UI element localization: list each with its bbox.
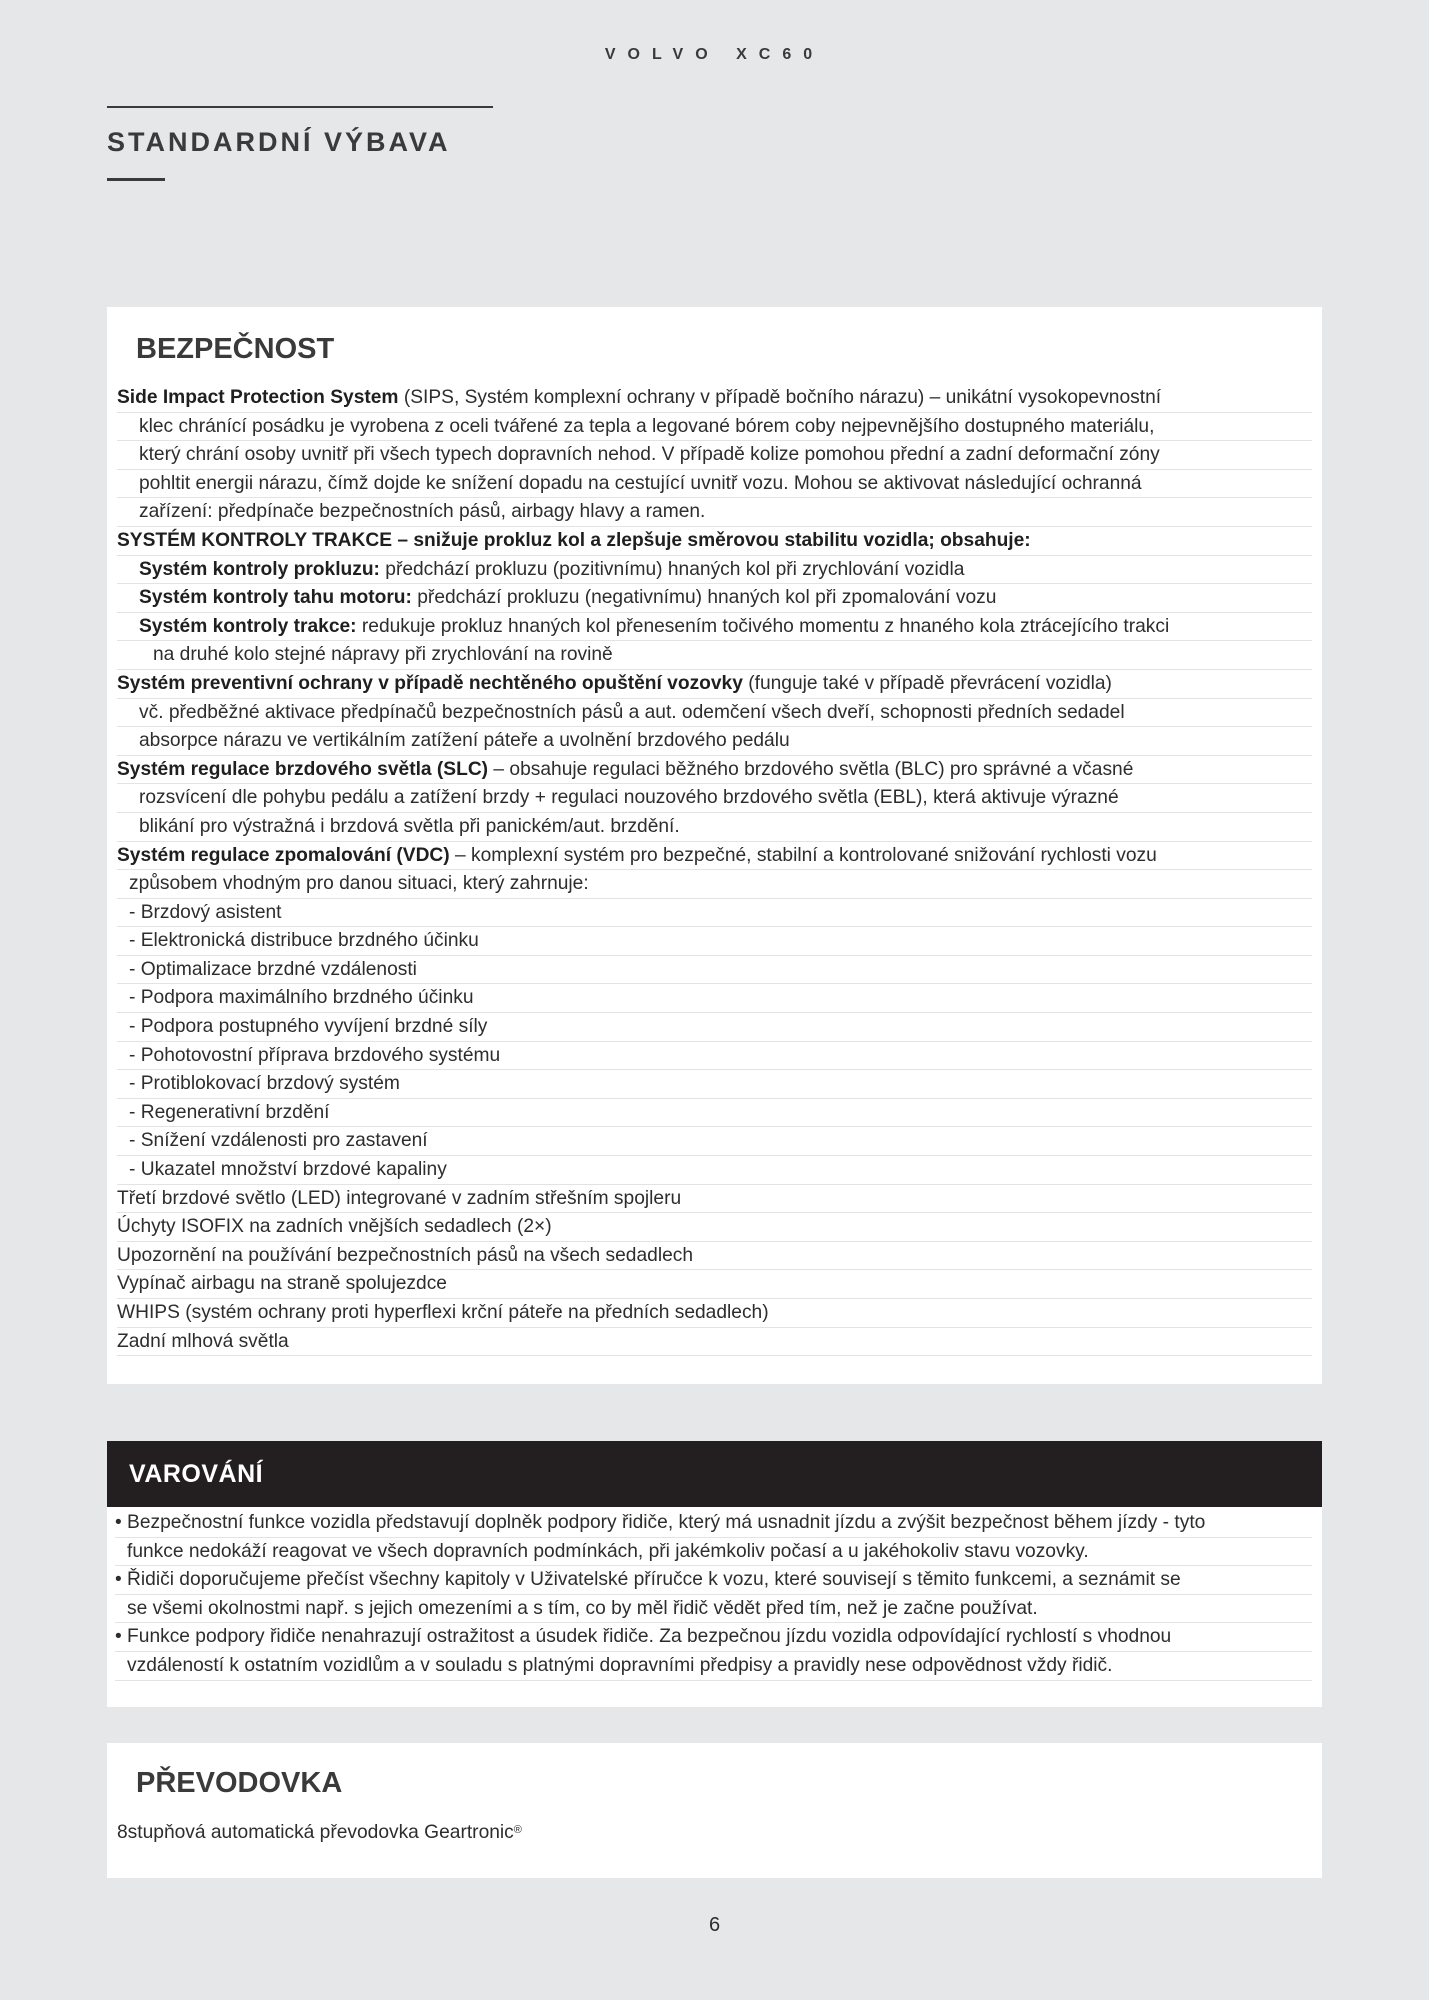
list-item [117,927,1312,956]
line-text: předchází prokluzu (pozitivnímu) hnaných kol při zrychlování vozidla [379,558,965,580]
line-text: Zadní mlhová světla [117,1330,289,1352]
list-item [117,1156,1312,1185]
line-text: vzdáleností k ostatním vozidlům a v souladu s platnými dopravními předpisy a pravidly nese odpovědnost vždy řidič. [127,1654,1113,1676]
line-text: redukuje prokluz hnaných kol přenesením točivého momentu z hnaného kola ztrácejícího trakci [356,615,1170,637]
list-item [117,870,1312,899]
list-item [117,470,1312,499]
transmission-title: PŘEVODOVKA [136,1767,343,1799]
list-item [115,1538,1312,1567]
list-item [117,1185,1312,1214]
list-item [115,1509,1312,1538]
line-text: zařízení: předpínače bezpečnostních pásů, airbagy hlavy a ramen. [139,501,706,523]
list-item [117,756,1312,785]
line-text: způsobem vhodným pro danou situaci, který zahrnuje: [129,873,589,895]
warning-card [107,1441,1322,1707]
line-text: - Podpora maximálního brzdného účinku [129,987,474,1009]
line-text: - Podpora postupného vyvíjení brzdné síly [129,1016,488,1038]
list-item [117,498,1312,527]
list-item [117,1213,1312,1242]
term-label: Systém kontroly trakce: [139,615,357,637]
line-text: blikání pro výstražná i brzdová světla při panickém/aut. brzdění. [139,815,680,837]
list-item [117,1042,1312,1071]
list-item [117,1270,1312,1299]
list-item [115,1595,1312,1624]
list-item [117,842,1312,871]
list-item [117,441,1312,470]
top-rule [107,106,493,108]
line-text: - Regenerativní brzdění [129,1101,330,1123]
safety-card [107,307,1322,1384]
title-underline [107,178,165,181]
list-item [117,984,1312,1013]
term-label: Systém regulace brzdového světla (SLC) [117,758,489,780]
list-item [117,1819,1312,1848]
line-text: – komplexní systém pro bezpečné, stabilní a kontrolované snižování rychlosti vozu [449,844,1157,866]
term-label: Systém regulace zpomalování (VDC) [117,844,450,866]
page-title: STANDARDNÍ VÝBAVA [107,127,451,157]
list-item [117,1070,1312,1099]
list-item [117,413,1312,442]
line-text: vč. předběžné aktivace předpínačů bezpečnostních pásů a aut. odemčení všech dveří, schopnosti předních sedadel [139,701,1125,723]
term-label: Side Impact Protection System [117,387,399,408]
list-item [117,956,1312,985]
list-item [117,527,1312,556]
page-number: 6 [708,1914,721,1936]
line-text: - Ukazatel množství brzdové kapaliny [129,1159,447,1181]
term-label: Systém preventivní ochrany v případě nechtěného opuštění vozovky [117,672,743,694]
line-text: • Bezpečnostní funkce vozidla představují doplněk podpory řidiče, který má usnadnit jízdu a zvýšit bezpečnost během jízdy - tyto [115,1512,1206,1533]
line-text: Úchyty ISOFIX na zadních vnějších sedadlech (2×) [117,1216,552,1238]
line-text: - Brzdový asistent [129,901,282,923]
line-text: Třetí brzdové světlo (LED) integrované v zadním střešním spojleru [117,1187,682,1209]
line-text: - Protiblokovací brzdový systém [129,1073,400,1095]
list-item [117,613,1312,642]
term-label: Systém kontroly tahu motoru: [139,587,412,609]
line-text: (funguje také v případě převrácení vozidla) [742,672,1112,694]
line-text: • Řidiči doporučujeme přečíst všechny kapitoly v Uživatelské příručce k vozu, které souvisejí s těmito funkcemi, a seznámit se [115,1569,1181,1591]
list-item [117,670,1312,699]
line-text: předchází prokluzu (negativnímu) hnaných kol při zpomalování vozu [411,587,997,609]
list-item [115,1566,1312,1595]
list-item [115,1623,1312,1652]
line-text: - Pohotovostní příprava brzdového systému [129,1044,501,1066]
warning-lines [115,1509,1312,1681]
warning-header [107,1441,1322,1507]
list-item [115,1652,1312,1681]
line-text: rozsvícení dle pohybu pedálu a zatížení brzdy + regulaci nouzového brzdového světla (EBL), která aktivuje výrazné [139,787,1119,809]
list-item [117,641,1312,670]
list-item [117,784,1312,813]
list-item [117,1328,1312,1357]
line-text: – obsahuje regulaci běžného brzdového světla (BLC) pro správné a včasné [488,758,1134,780]
line-text: se všemi okolnostmi např. s jejich omezeními a s tím, co by měl řidič vědět před tím, než je začne používat. [127,1597,1038,1619]
term-label: SYSTÉM KONTROLY TRAKCE – snižuje prokluz kol a zlepšuje směrovou stabilitu vozidla; obsahuje: [117,529,1031,551]
list-item [117,727,1312,756]
list-item [117,899,1312,928]
safety-lines [117,384,1312,1356]
line-text: Upozornění na používání bezpečnostních pásů na všech sedadlech [117,1244,694,1266]
line-text: klec chránící posádku je vyrobena z oceli tvářené za tepla a legované bórem coby nejpevnějšího dostupného materiálu, [139,415,1155,437]
safety-title: BEZPEČNOST [136,333,335,365]
transmission-item: 8stupňová automatická převodovka Geartronic [117,1822,514,1843]
list-item [117,1013,1312,1042]
line-text: (SIPS, Systém komplexní ochrany v případě bočního nárazu) – unikátní vysokopevnostní [398,387,1162,408]
line-text: funkce nedokáží reagovat ve všech dopravních podmínkách, při jakémkoliv počasí a u jakéhokoliv stavu vozovky. [127,1540,1089,1562]
list-item [117,1242,1312,1271]
line-text: absorpce nárazu ve vertikálním zatížení páteře a uvolnění brzdového pedálu [139,730,790,752]
line-text: na druhé kolo stejné nápravy při zrychlování na rovině [153,644,613,666]
line-text: • Funkce podpory řidiče nenahrazují ostražitost a úsudek řidiče. Za bezpečnou jízdu vozidla odpovídající rychlostí s vhodnou [115,1626,1172,1648]
term-label: Systém kontroly prokluzu: [139,558,380,580]
list-item [117,1299,1312,1328]
list-item [117,813,1312,842]
line-text: - Elektronická distribuce brzdného účinku [129,930,479,952]
line-text: pohltit energii nárazu, čímž dojde ke snížení dopadu na cestující uvnitř vozu. Mohou se aktivovat následující ochranná [139,472,1142,494]
list-item [117,584,1312,613]
list-item [117,699,1312,728]
line-text: - Snížení vzdálenosti pro zastavení [129,1130,428,1152]
list-item [117,556,1312,585]
registered-mark: ® [513,1824,522,1836]
line-text: - Optimalizace brzdné vzdálenosti [129,958,417,980]
line-text: Vypínač airbagu na straně spolujezdce [117,1273,447,1295]
list-item [117,1099,1312,1128]
brand-header: VOLVO XC60 [604,46,825,63]
line-text: který chrání osoby uvnitř při všech typech dopravních nehod. V případě kolize pomohou přední a zadní deformační zóny [139,444,1160,466]
transmission-lines [117,1819,1312,1848]
list-item [117,384,1312,413]
transmission-card [107,1743,1322,1878]
warning-title: VAROVÁNÍ [129,1460,264,1488]
list-item [117,1127,1312,1156]
line-text: WHIPS (systém ochrany proti hyperflexi krční páteře na předních sedadlech) [117,1302,769,1323]
